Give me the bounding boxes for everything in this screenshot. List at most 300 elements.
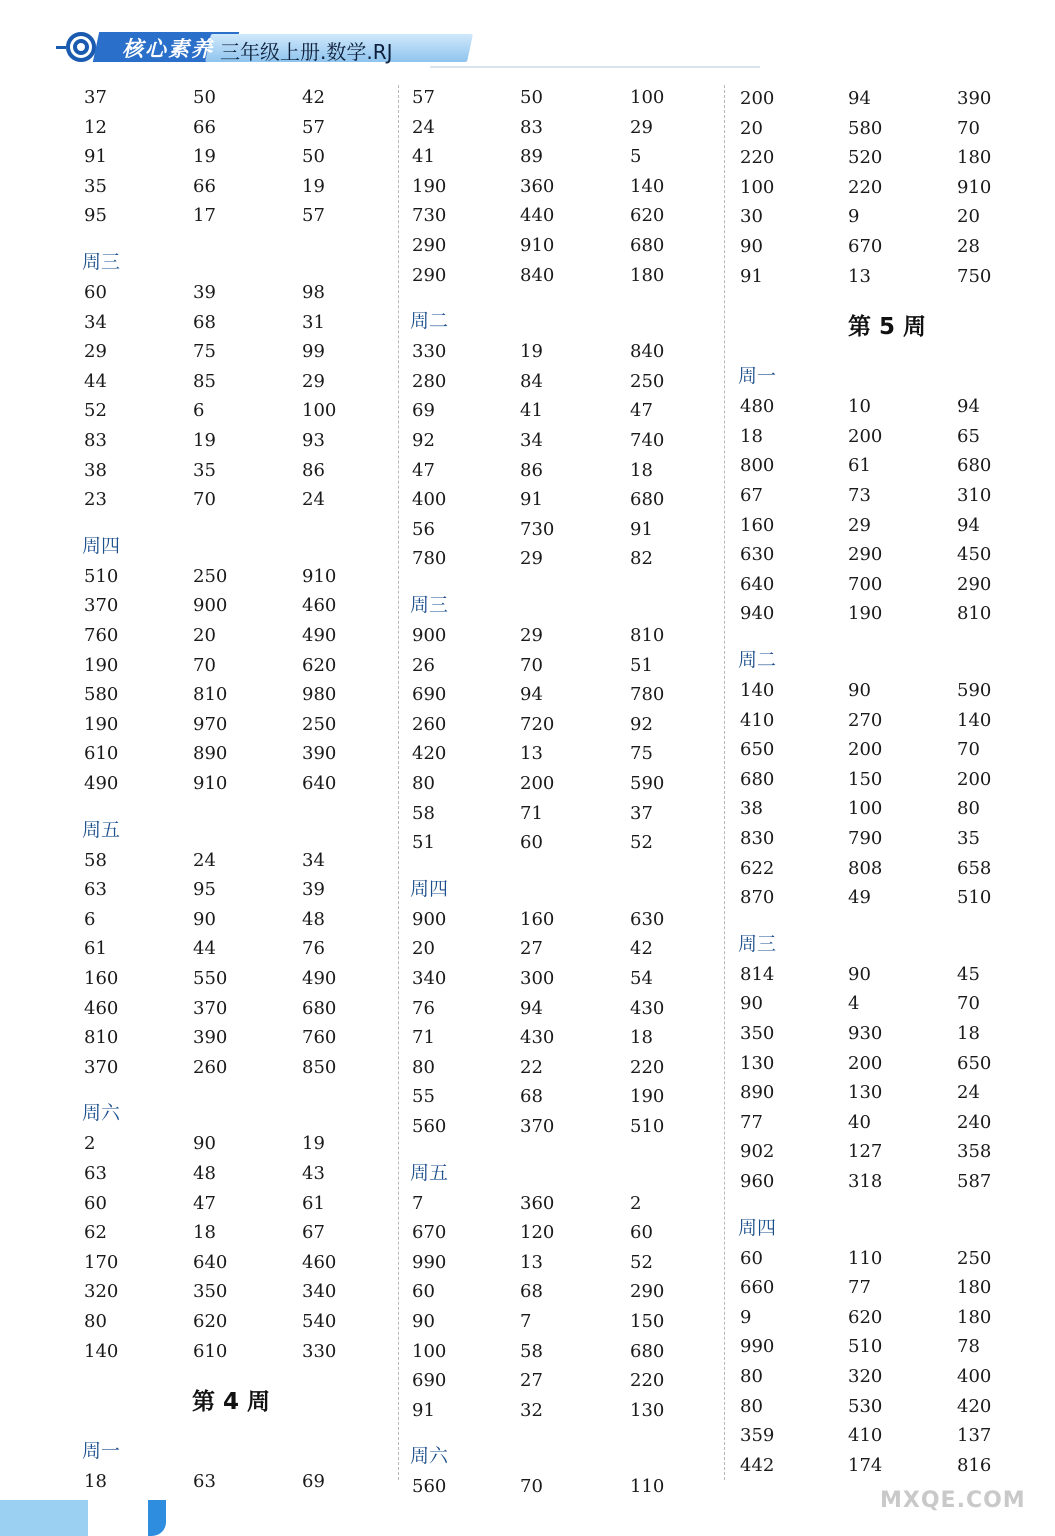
- answer-value: 360: [520, 175, 555, 197]
- answer-value: 190: [84, 654, 119, 676]
- answer-value: 18: [630, 1027, 653, 1049]
- answer-value: 32: [520, 1399, 543, 1421]
- answer-value: 51: [630, 654, 653, 676]
- answer-value: 34: [84, 311, 107, 333]
- answer-value: 910: [957, 176, 992, 198]
- answer-value: 48: [302, 908, 325, 930]
- answer-value: 587: [957, 1171, 992, 1192]
- answer-value: 580: [848, 117, 883, 139]
- answer-value: 69: [412, 400, 435, 422]
- answer-value: 490: [302, 625, 337, 646]
- answer-value: 80: [740, 1395, 763, 1417]
- answer-value: 960: [740, 1171, 775, 1192]
- answer-value: 69: [302, 1471, 325, 1493]
- answer-value: 4: [848, 993, 860, 1015]
- answer-value: 94: [957, 514, 980, 536]
- answer-value: 90: [740, 993, 763, 1015]
- answer-value: 92: [412, 430, 435, 451]
- answer-value: 100: [630, 87, 665, 108]
- answer-value: 220: [848, 176, 883, 198]
- answer-value: 49: [848, 887, 871, 909]
- answer-value: 620: [193, 1311, 228, 1332]
- answer-value: 180: [957, 1306, 992, 1328]
- answer-value: 67: [302, 1222, 325, 1244]
- answer-value: 28: [957, 236, 980, 257]
- answer-value: 250: [957, 1247, 992, 1269]
- answer-value: 58: [412, 802, 435, 824]
- answer-value: 340: [302, 1281, 337, 1303]
- answer-value: 7: [520, 1311, 532, 1332]
- answer-value: 29: [302, 370, 325, 392]
- answer-value: 31: [302, 311, 325, 333]
- day-heading: 周二: [738, 649, 777, 671]
- answer-value: 670: [412, 1222, 447, 1244]
- column-divider: [398, 85, 399, 1480]
- answer-value: 590: [630, 773, 665, 794]
- answer-value: 47: [630, 400, 653, 422]
- answer-value: 94: [848, 88, 871, 109]
- answer-value: 29: [520, 548, 543, 570]
- answer-value: 18: [84, 1471, 107, 1493]
- answer-value: 370: [84, 595, 119, 617]
- answer-value: 780: [630, 684, 665, 706]
- answer-value: 260: [412, 713, 447, 735]
- answer-value: 430: [520, 1027, 555, 1049]
- answer-value: 86: [520, 459, 543, 481]
- answer-value: 358: [957, 1141, 992, 1163]
- answer-value: 41: [520, 400, 543, 422]
- answer-value: 90: [412, 1311, 435, 1332]
- answer-value: 84: [520, 370, 543, 392]
- answer-value: 61: [848, 455, 871, 477]
- answer-value: 180: [957, 1277, 992, 1299]
- answer-value: 94: [520, 684, 543, 706]
- answer-value: 80: [412, 1056, 435, 1078]
- answer-value: 24: [412, 116, 435, 138]
- answer-value: 840: [630, 341, 665, 363]
- answer-value: 200: [848, 1052, 883, 1074]
- answer-value: 970: [193, 713, 228, 735]
- answer-value: 91: [630, 518, 653, 540]
- watermark: MXQE.COM: [880, 1488, 1026, 1513]
- answer-value: 19: [193, 146, 216, 168]
- answer-value: 760: [302, 1027, 337, 1049]
- answer-value: 250: [630, 370, 665, 392]
- answer-value: 900: [412, 625, 447, 646]
- answer-value: 52: [630, 1251, 653, 1273]
- answer-value: 890: [193, 743, 228, 765]
- day-heading: 周三: [738, 932, 777, 955]
- answer-value: 790: [848, 828, 883, 849]
- answer-value: 44: [193, 938, 216, 960]
- answer-value: 360: [520, 1192, 555, 1214]
- answer-value: 640: [740, 573, 775, 595]
- answer-value: 50: [520, 87, 543, 108]
- answer-value: 77: [848, 1277, 871, 1299]
- answer-value: 350: [740, 1023, 775, 1044]
- answer-value: 57: [302, 205, 325, 227]
- answer-value: 760: [84, 625, 119, 646]
- answer-value: 63: [193, 1471, 216, 1493]
- answer-value: 630: [740, 544, 775, 566]
- answer-value: 450: [957, 544, 992, 566]
- answer-value: 140: [630, 175, 665, 197]
- answer-value: 78: [957, 1336, 980, 1358]
- answer-value: 18: [193, 1222, 216, 1244]
- answer-value: 18: [957, 1023, 980, 1044]
- answer-value: 39: [193, 282, 216, 303]
- answer-value: 54: [630, 968, 653, 989]
- answer-value: 70: [520, 1476, 543, 1498]
- answer-value: 95: [84, 205, 107, 227]
- answer-value: 190: [84, 713, 119, 735]
- answer-value: 590: [957, 680, 992, 701]
- answer-value: 620: [630, 205, 665, 227]
- answer-value: 140: [84, 1340, 119, 1362]
- answer-value: 150: [630, 1311, 665, 1332]
- day-heading: 周六: [82, 1102, 121, 1125]
- answer-value: 540: [302, 1311, 337, 1332]
- answer-value: 86: [302, 459, 325, 481]
- answer-value: 750: [957, 265, 992, 287]
- answer-value: 70: [957, 993, 980, 1015]
- answer-value: 160: [520, 908, 555, 930]
- brand-title: 核心素养: [122, 37, 214, 61]
- day-heading: 周二: [410, 310, 449, 333]
- answer-value: 51: [412, 832, 435, 854]
- answer-value: 180: [957, 147, 992, 169]
- day-heading: 周四: [410, 877, 449, 900]
- footer-tab: [148, 1500, 166, 1536]
- answer-value: 250: [193, 565, 228, 587]
- answer-value: 530: [848, 1395, 883, 1417]
- answer-value: 24: [957, 1082, 980, 1104]
- answer-value: 65: [957, 425, 980, 447]
- answer-value: 690: [412, 1370, 447, 1392]
- answer-value: 620: [848, 1306, 883, 1328]
- answer-value: 91: [412, 1399, 435, 1421]
- answer-value: 340: [412, 968, 447, 989]
- answer-value: 902: [740, 1141, 775, 1163]
- answer-value: 73: [848, 485, 871, 506]
- answer-value: 60: [520, 832, 543, 854]
- answer-value: 680: [630, 235, 665, 256]
- answer-value: 850: [302, 1056, 337, 1078]
- answer-value: 800: [740, 455, 775, 477]
- answer-value: 43: [302, 1163, 325, 1184]
- answer-value: 67: [740, 485, 763, 506]
- answer-value: 18: [630, 459, 653, 481]
- answer-value: 24: [193, 849, 216, 871]
- answer-value: 66: [193, 116, 216, 138]
- answer-value: 47: [412, 459, 435, 481]
- answer-value: 13: [520, 743, 543, 765]
- answer-value: 45: [957, 963, 980, 985]
- answer-value: 35: [957, 828, 980, 849]
- answer-value: 480: [740, 396, 775, 418]
- answer-value: 650: [740, 739, 775, 761]
- answer-value: 420: [957, 1395, 992, 1417]
- answer-value: 91: [740, 265, 763, 287]
- answer-value: 622: [740, 857, 775, 879]
- answer-value: 290: [957, 573, 992, 595]
- answer-value: 174: [848, 1454, 883, 1476]
- answer-value: 38: [740, 798, 763, 820]
- answer-value: 100: [848, 798, 883, 820]
- answer-value: 220: [630, 1370, 665, 1392]
- week-heading: 第 4 周: [192, 1389, 271, 1416]
- answer-value: 91: [84, 146, 107, 168]
- answer-value: 990: [412, 1251, 447, 1273]
- answer-value: 20: [740, 117, 763, 139]
- answer-value: 55: [412, 1086, 435, 1108]
- answer-value: 630: [630, 908, 665, 930]
- answer-value: 390: [957, 88, 992, 109]
- answer-value: 200: [848, 739, 883, 761]
- day-heading: 周六: [410, 1445, 449, 1468]
- answer-value: 200: [957, 768, 992, 790]
- answer-value: 240: [957, 1111, 992, 1133]
- answer-value: 460: [302, 595, 337, 617]
- answer-value: 110: [630, 1476, 665, 1498]
- answer-value: 930: [848, 1023, 883, 1044]
- answer-value: 27: [520, 938, 543, 960]
- answer-value: 68: [520, 1086, 543, 1108]
- answer-value: 390: [302, 743, 337, 765]
- answer-value: 290: [848, 544, 883, 566]
- answer-value: 810: [957, 603, 992, 625]
- answer-value: 980: [302, 684, 337, 706]
- answer-value: 140: [740, 680, 775, 701]
- answer-value: 127: [848, 1141, 883, 1163]
- answer-value: 63: [84, 1163, 107, 1184]
- answer-value: 680: [740, 768, 775, 790]
- answer-value: 390: [193, 1027, 228, 1049]
- answer-value: 20: [957, 206, 980, 228]
- answer-value: 80: [84, 1311, 107, 1332]
- answer-value: 13: [520, 1251, 543, 1273]
- answer-value: 350: [193, 1281, 228, 1303]
- answer-value: 990: [740, 1336, 775, 1358]
- answer-value: 300: [520, 968, 555, 989]
- answer-value: 92: [630, 713, 653, 735]
- answer-value: 83: [520, 116, 543, 138]
- answer-value: 730: [412, 205, 447, 227]
- answer-value: 66: [193, 175, 216, 197]
- answer-value: 460: [302, 1251, 337, 1273]
- answer-value: 490: [84, 773, 119, 794]
- answer-value: 290: [630, 1281, 665, 1303]
- answer-value: 359: [740, 1425, 775, 1447]
- answer-value: 830: [740, 828, 775, 849]
- answer-value: 60: [84, 282, 107, 303]
- answer-value: 93: [302, 430, 325, 451]
- answer-value: 130: [630, 1399, 665, 1421]
- answer-value: 420: [412, 743, 447, 765]
- answer-value: 12: [84, 116, 107, 138]
- answer-value: 370: [520, 1116, 555, 1137]
- answer-value: 2: [630, 1192, 642, 1214]
- day-heading: 周四: [738, 1216, 777, 1239]
- answer-value: 780: [412, 548, 447, 570]
- answer-value: 430: [630, 997, 665, 1019]
- day-heading: 周一: [82, 1440, 121, 1463]
- answer-value: 39: [302, 879, 325, 901]
- answer-value: 61: [84, 938, 107, 960]
- answer-value: 62: [84, 1222, 107, 1244]
- answer-value: 700: [848, 573, 883, 595]
- answer-value: 60: [412, 1281, 435, 1303]
- answer-value: 20: [412, 938, 435, 960]
- answer-value: 680: [302, 997, 337, 1019]
- answer-value: 71: [412, 1027, 435, 1049]
- answer-value: 35: [84, 175, 107, 197]
- answer-value: 34: [520, 430, 543, 451]
- answer-value: 37: [84, 87, 107, 108]
- answer-value: 19: [193, 430, 216, 451]
- answer-value: 19: [302, 175, 325, 197]
- answer-value: 57: [302, 116, 325, 138]
- day-heading: 周四: [82, 534, 121, 557]
- answer-value: 510: [84, 565, 119, 587]
- answer-value: 660: [740, 1277, 775, 1299]
- answer-value: 6: [193, 400, 205, 422]
- answer-value: 460: [84, 997, 119, 1019]
- answer-value: 38: [84, 459, 107, 481]
- answer-value: 75: [193, 341, 216, 363]
- answer-value: 280: [412, 370, 447, 392]
- answer-value: 330: [412, 341, 447, 363]
- answer-value: 23: [84, 489, 107, 511]
- answer-value: 42: [630, 938, 653, 960]
- answer-value: 810: [84, 1027, 119, 1049]
- answer-value: 200: [740, 88, 775, 109]
- answer-value: 63: [84, 879, 107, 901]
- answer-value: 77: [740, 1111, 763, 1133]
- answer-value: 68: [193, 311, 216, 333]
- answer-value: 250: [302, 713, 337, 735]
- answer-value: 82: [630, 548, 653, 570]
- answer-value: 816: [957, 1454, 992, 1476]
- header-rule: [430, 66, 760, 68]
- answer-value: 550: [193, 968, 228, 989]
- answer-value: 44: [84, 370, 107, 392]
- answer-value: 180: [630, 264, 665, 286]
- answer-value: 22: [520, 1056, 543, 1078]
- answer-value: 140: [957, 709, 992, 731]
- answer-value: 70: [193, 489, 216, 511]
- answer-value: 42: [302, 87, 325, 108]
- answer-value: 58: [520, 1340, 543, 1362]
- answer-value: 520: [848, 147, 883, 169]
- answer-value: 130: [848, 1082, 883, 1104]
- answer-value: 100: [302, 400, 337, 422]
- answer-value: 75: [630, 743, 653, 765]
- answer-value: 2: [84, 1133, 96, 1155]
- answer-value: 560: [412, 1476, 447, 1498]
- day-heading: 周五: [410, 1161, 449, 1184]
- answer-value: 60: [630, 1222, 653, 1244]
- day-heading: 周三: [82, 251, 121, 273]
- answer-value: 290: [412, 235, 447, 256]
- answer-value: 27: [520, 1370, 543, 1392]
- answer-value: 20: [193, 625, 216, 646]
- answer-value: 190: [848, 603, 883, 625]
- answer-value: 260: [193, 1056, 228, 1078]
- answer-value: 160: [740, 514, 775, 536]
- answer-value: 290: [412, 264, 447, 286]
- answer-value: 6: [84, 908, 96, 930]
- answer-value: 90: [740, 236, 763, 257]
- answer-value: 94: [957, 396, 980, 418]
- answer-value: 900: [193, 595, 228, 617]
- answer-value: 70: [520, 654, 543, 676]
- answer-value: 680: [630, 1340, 665, 1362]
- answer-value: 24: [302, 489, 325, 511]
- answer-value: 170: [84, 1251, 119, 1273]
- answer-value: 680: [630, 489, 665, 511]
- answer-value: 90: [848, 680, 871, 701]
- answer-value: 10: [848, 396, 871, 418]
- answer-value: 510: [630, 1116, 665, 1137]
- answer-value: 60: [740, 1247, 763, 1269]
- answer-value: 110: [848, 1247, 883, 1269]
- answer-value: 83: [84, 430, 107, 451]
- answer-value: 90: [193, 908, 216, 930]
- answer-value: 70: [193, 654, 216, 676]
- answer-value: 70: [957, 117, 980, 139]
- answer-value: 910: [193, 773, 228, 794]
- answer-value: 410: [848, 1425, 883, 1447]
- answer-value: 370: [84, 1056, 119, 1078]
- footer-bar: [0, 1500, 88, 1536]
- answer-value: 810: [630, 625, 665, 646]
- answer-value: 220: [740, 147, 775, 169]
- answer-value: 690: [412, 684, 447, 706]
- answer-value: 808: [848, 857, 883, 879]
- answer-value: 80: [412, 773, 435, 794]
- answer-value: 19: [302, 1133, 325, 1155]
- answer-value: 640: [193, 1251, 228, 1273]
- answer-value: 40: [848, 1111, 871, 1133]
- answer-value: 58: [84, 849, 107, 871]
- answer-value: 720: [520, 713, 555, 735]
- answer-value: 48: [193, 1163, 216, 1184]
- answer-value: 94: [520, 997, 543, 1019]
- answer-value: 13: [848, 265, 871, 287]
- answer-value: 7: [412, 1192, 424, 1214]
- answer-value: 99: [302, 341, 325, 363]
- answer-value: 80: [740, 1366, 763, 1387]
- answer-value: 80: [957, 798, 980, 820]
- answer-value: 89: [520, 146, 543, 168]
- answer-value: 35: [193, 459, 216, 481]
- answer-value: 510: [957, 887, 992, 909]
- answer-value: 640: [302, 773, 337, 794]
- answer-value: 220: [630, 1056, 665, 1078]
- answer-value: 47: [193, 1192, 216, 1214]
- day-heading: 周三: [410, 594, 449, 616]
- answer-value: 57: [412, 87, 435, 108]
- answer-value: 29: [84, 341, 107, 363]
- answer-value: 9: [740, 1306, 752, 1328]
- answer-value: 410: [740, 709, 775, 731]
- answer-value: 810: [193, 684, 228, 706]
- answer-value: 400: [412, 489, 447, 511]
- answer-value: 17: [193, 205, 216, 227]
- answer-value: 71: [520, 802, 543, 824]
- answer-value: 610: [84, 743, 119, 765]
